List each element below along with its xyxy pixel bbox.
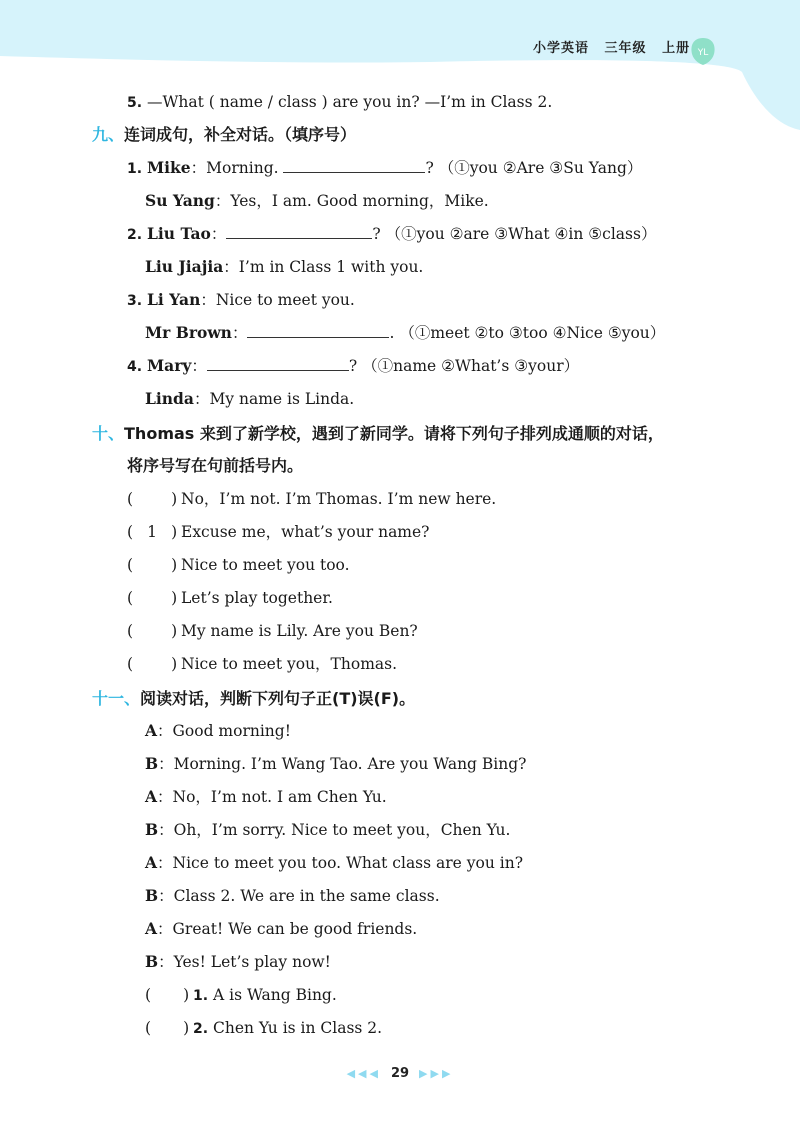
- s9-item-3-line1: 3. Li Yan：Nice to meet you.: [127, 290, 355, 309]
- s9-item-4-line2: Linda：My name is Linda.: [145, 389, 355, 408]
- dialogue-line: A：Nice to meet you too. What class are you in?: [145, 853, 524, 872]
- section-9-title: [92, 124, 356, 146]
- s10-item: ( ) Let’s play together.: [127, 589, 333, 607]
- section-heading: Thomas 来到了新学校，遇到了新同学。请将下列句子排列成通顺的对话，: [124, 424, 664, 443]
- section-11-title: [92, 688, 415, 710]
- section-number: 十、: [92, 424, 125, 443]
- header-grade: 三年级: [604, 41, 647, 56]
- speaker: Mary: [147, 356, 192, 375]
- s9-item-1-line1: 1. Mike：Morning. ? （①you ②Are ③Su Yang）: [127, 158, 643, 177]
- s9-item-4-line1: 4. Mary： ? （①name ②What’s ③your）: [127, 356, 580, 375]
- s10-item: ( ) My name is Lily. Are you Ben?: [127, 622, 418, 640]
- dialogue-line: A：Great! We can be good friends.: [145, 919, 418, 938]
- answer-blank[interactable]: [207, 356, 349, 371]
- dialogue-line: B：Oh，I’m sorry. Nice to meet you，Chen Yu.: [145, 820, 511, 839]
- section-number: 十一、: [92, 689, 141, 708]
- dialogue-line: B：Morning. I’m Wang Tao. Are you Wang Bing?: [145, 754, 527, 773]
- leaf-badge-icon: [688, 36, 718, 66]
- speaker: Mr Brown: [145, 323, 232, 342]
- speaker: Linda: [145, 389, 194, 408]
- page-footer: [0, 1066, 800, 1081]
- header-subject: 小学英语: [533, 41, 590, 56]
- dialogue-line: A：Good morning!: [145, 721, 291, 740]
- section-10-title: [92, 423, 664, 445]
- answer-blank[interactable]: [283, 158, 425, 173]
- section-heading: 阅读对话，判断下列句子正(T)误(F)。: [140, 689, 416, 708]
- speaker: Mike: [147, 158, 191, 177]
- dialogue-line: A：No，I’m not. I am Chen Yu.: [145, 787, 387, 806]
- judgement-item: ( ) 2. Chen Yu is in Class 2.: [145, 1019, 383, 1037]
- speaker: Liu Jiajia: [145, 257, 224, 276]
- s9-item-1-line2: Su Yang：Yes，I am. Good morning，Mike.: [145, 191, 489, 210]
- s10-item: ( ) No，I’m not. I’m Thomas. I’m new here.: [127, 490, 497, 508]
- dialogue-line: B：Class 2. We are in the same class.: [145, 886, 440, 905]
- header-text: [533, 37, 700, 56]
- judgement-item: ( ) 1. A is Wang Bing.: [145, 986, 337, 1004]
- speaker: Su Yang: [145, 191, 215, 210]
- s9-item-2-line1: 2. Liu Tao： ? （①you ②are ③What ④in ⑤class）: [127, 224, 657, 243]
- dialogue-line: B：Yes! Let’s play now!: [145, 952, 331, 971]
- section-10-title-line2: [127, 455, 303, 477]
- right-arrows-icon: ▶▶▶: [419, 1067, 454, 1080]
- s9-item-2-line2: Liu Jiajia：I’m in Class 1 with you.: [145, 257, 424, 276]
- s10-item: ( 1 ) Excuse me，what’s your name?: [127, 523, 430, 541]
- s9-item-3-line2: Mr Brown： . （①meet ②to ③too ④Nice ⑤you）: [145, 323, 666, 342]
- speaker: Liu Tao: [147, 224, 211, 243]
- question-text: —What ( name / class ) are you in? —I’m in Class 2.: [147, 93, 553, 111]
- question-number: 5.: [127, 95, 143, 111]
- answer-box[interactable]: 1: [147, 523, 157, 541]
- speaker: Li Yan: [147, 290, 201, 309]
- section-heading: 将序号写在句前括号内。: [127, 456, 304, 475]
- answer-blank[interactable]: [247, 323, 389, 338]
- page-number: 29: [390, 1066, 410, 1081]
- answer-blank[interactable]: [226, 224, 372, 239]
- section-heading: 连词成句，补全对话。（填序号）: [124, 125, 357, 144]
- header-term: 上册: [662, 41, 691, 56]
- leaf-badge-text: YL: [697, 48, 709, 58]
- left-arrows-icon: ◀◀◀: [346, 1067, 381, 1080]
- s10-item: ( ) Nice to meet you，Thomas.: [127, 655, 398, 673]
- section-number: 九、: [92, 125, 125, 144]
- question-5: [127, 92, 552, 113]
- s10-item: ( ) Nice to meet you too.: [127, 556, 350, 574]
